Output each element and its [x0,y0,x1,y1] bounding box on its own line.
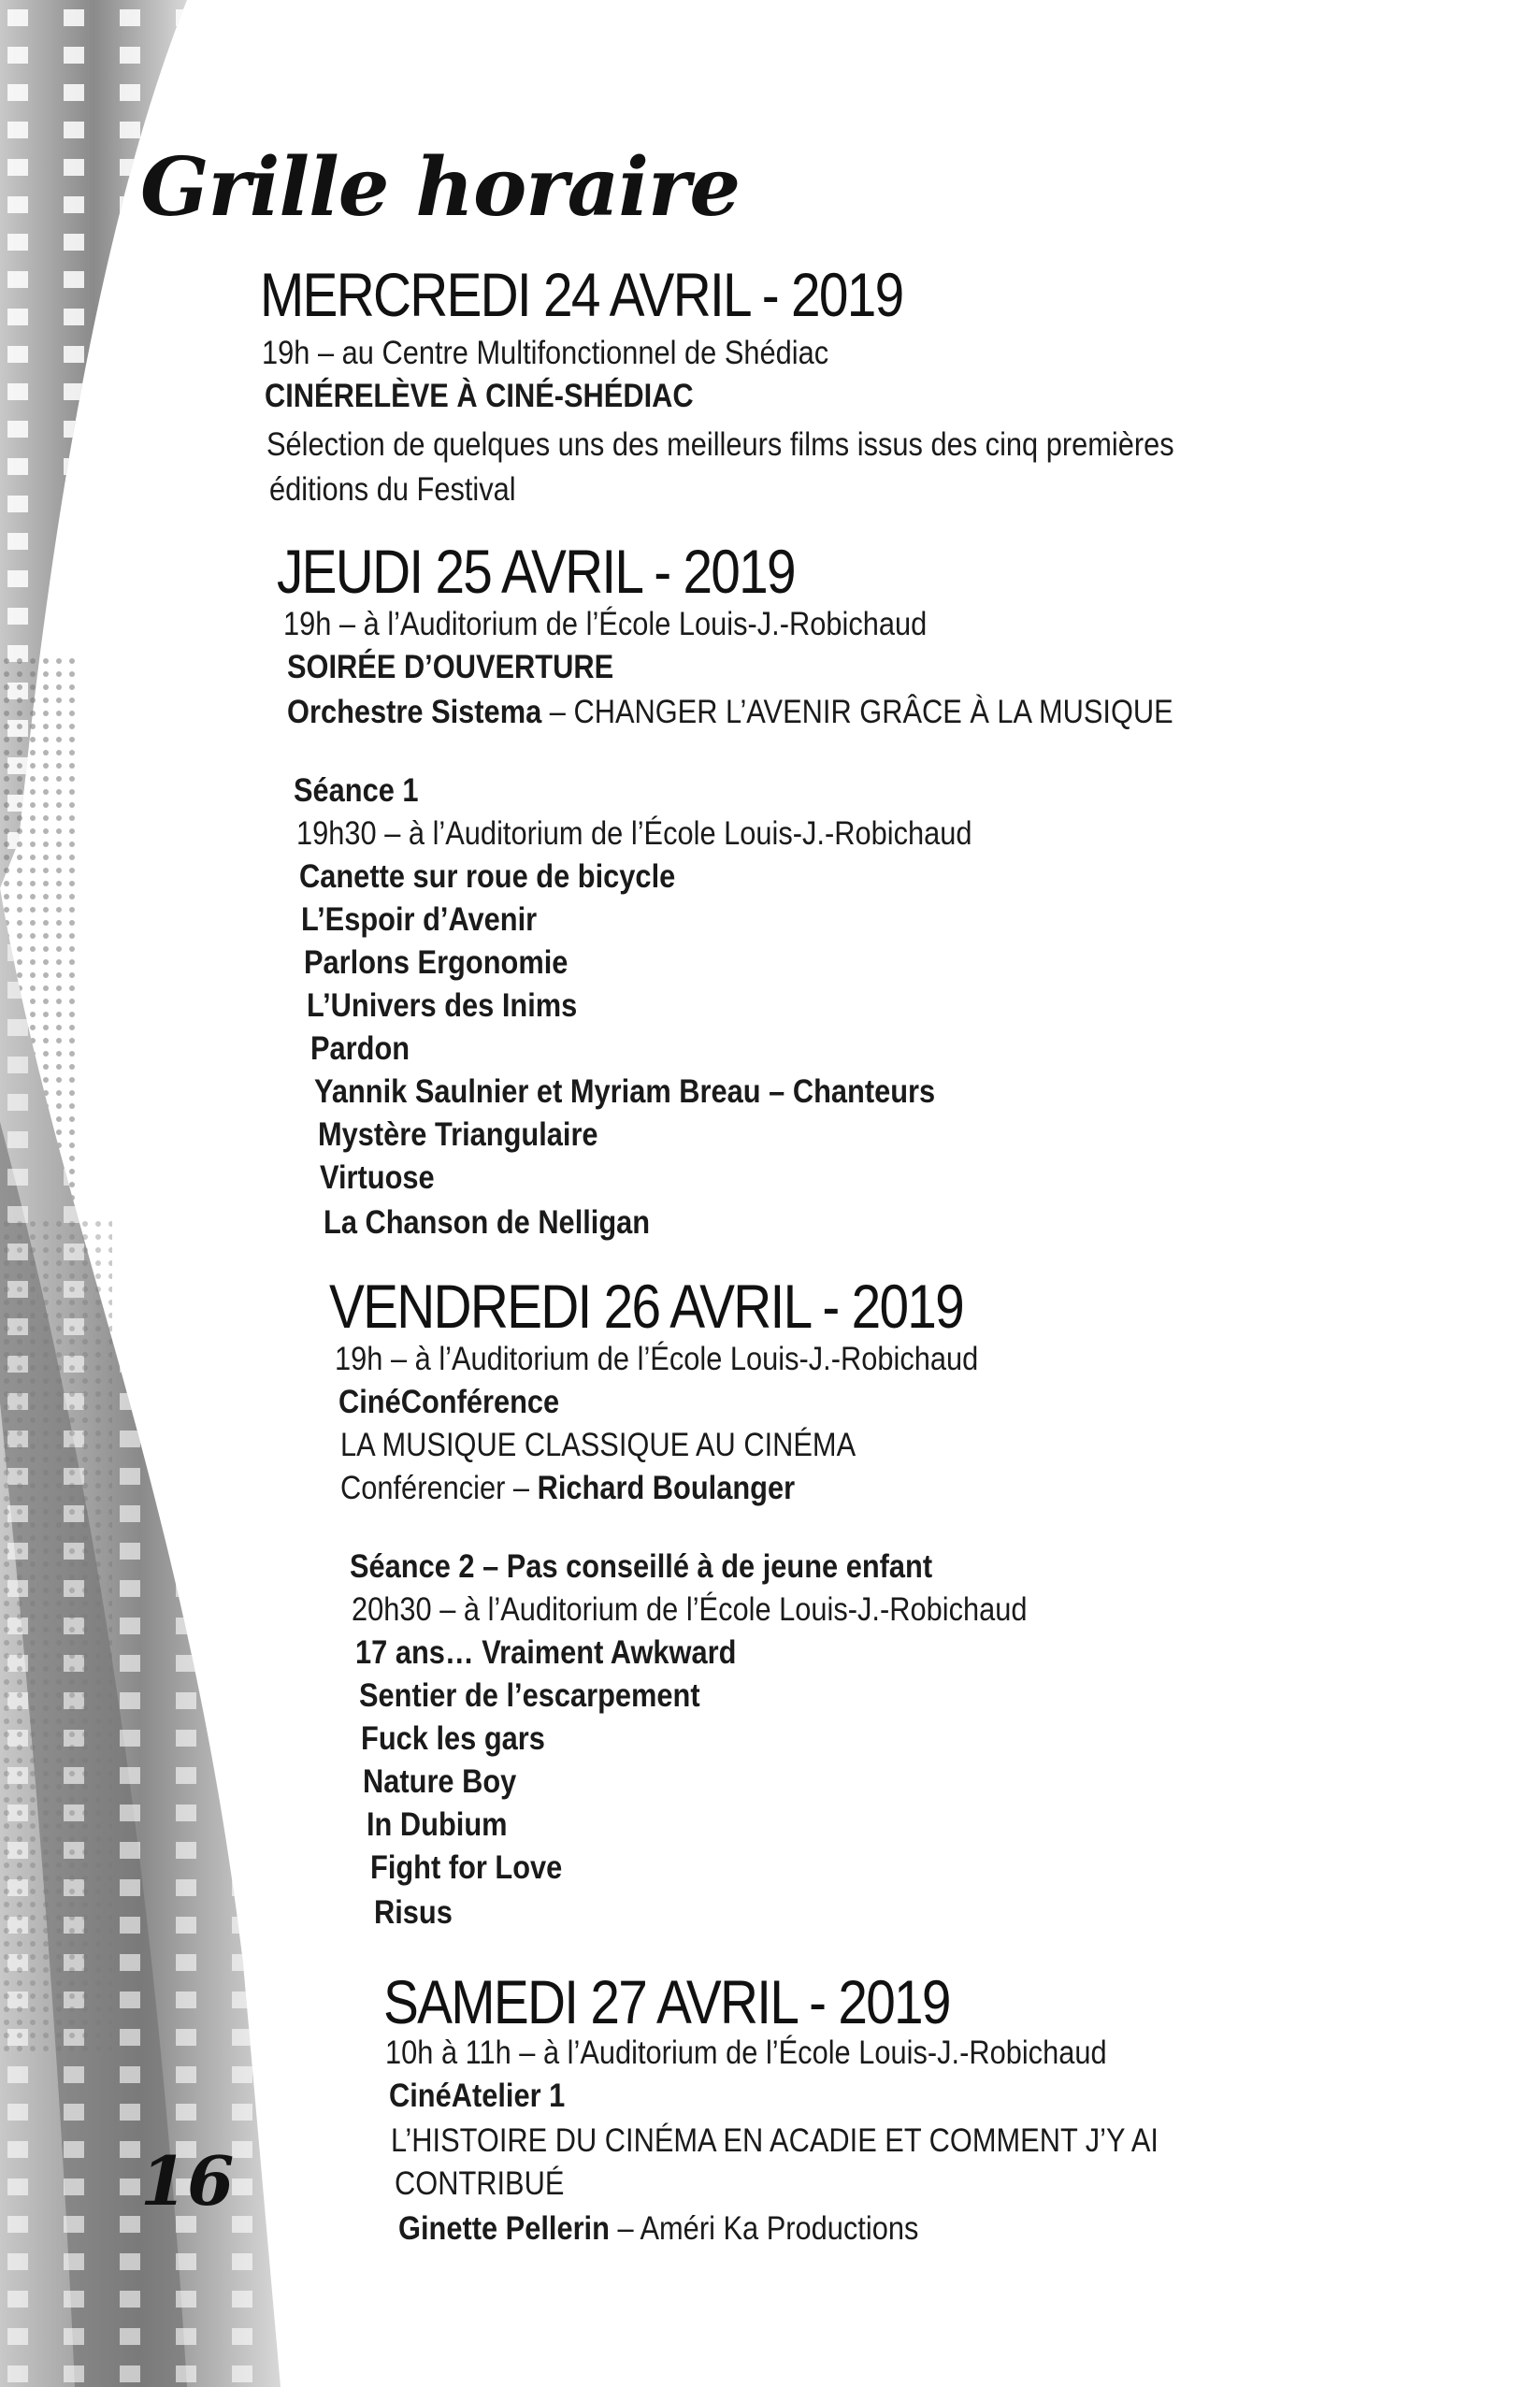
performer-desc: – CHANGER L’AVENIR GRÂCE À LA MUSIQUE [541,694,1173,730]
speaker-name: Ginette Pellerin [398,2210,610,2247]
film-title: Fuck les gars [361,1720,545,1757]
speaker-label: Conférencier – [340,1470,538,1506]
film-title: Pardon [310,1030,410,1067]
film-title: L’Espoir d’Avenir [301,901,538,938]
page-number: 16 [140,2141,235,2221]
thursday-performer-line [287,694,1173,731]
friday-speaker-line [340,1470,795,1507]
speaker-name: Richard Boulanger [537,1470,796,1506]
film-title: La Chanson de Nelligan [324,1204,651,1241]
saturday-time-place: 10h à 11h – à l’Auditorium de l’École Louis-J.-Robichaud [385,2035,1107,2071]
saturday-topic-2: CONTRIBUÉ [395,2165,565,2202]
friday-event: CinéConférence [338,1384,560,1420]
thursday-time-place: 19h – à l’Auditorium de l’École Louis-J.-Robichaud [283,606,928,642]
wednesday-desc-1: Sélection de quelques uns des meilleurs films issus des cinq premières [266,426,1174,463]
friday-time-place: 19h – à l’Auditorium de l’École Louis-J.-Robichaud [335,1341,979,1377]
friday-topic: LA MUSIQUE CLASSIQUE AU CINÉMA [340,1427,856,1463]
film-title: Nature Boy [363,1763,517,1800]
film-title: Canette sur roue de bicycle [299,858,676,895]
wednesday-desc-2: éditions du Festival [269,471,516,508]
film-title: Virtuose [320,1159,435,1196]
film-title: Risus [374,1894,453,1931]
session-1-time-place: 19h30 – à l’Auditorium de l’École Louis-J.-Robichaud [296,815,972,852]
film-title: Parlons Ergonomie [304,944,569,981]
film-title: L’Univers des Inims [307,987,578,1024]
wednesday-event: CINÉRELÈVE À CINÉ-SHÉDIAC [265,378,694,414]
day-heading-friday: VENDREDI 26 AVRIL - 2019 [329,1272,964,1341]
performer-name: Orchestre Sistema [287,694,542,730]
film-title: Mystère Triangulaire [318,1116,598,1153]
speaker-desc: – Améri Ka Productions [609,2210,919,2247]
film-title: Fight for Love [370,1849,563,1886]
film-title: 17 ans… Vraiment Awkward [355,1634,737,1671]
saturday-event: CinéAtelier 1 [389,2078,566,2114]
saturday-speaker-line [398,2210,918,2248]
thursday-event: SOIRÉE D’OUVERTURE [287,649,614,685]
page-title: Grille horaire [140,140,741,235]
day-heading-saturday: SAMEDI 27 AVRIL - 2019 [383,1967,950,2036]
saturday-topic-1: L’HISTOIRE DU CINÉMA EN ACADIE ET COMMENT J’Y AI [391,2122,1159,2159]
day-heading-thursday: JEUDI 25 AVRIL - 2019 [277,537,795,606]
session-2-time-place: 20h30 – à l’Auditorium de l’École Louis-J.-Robichaud [352,1591,1028,1628]
film-strip-decoration [0,0,281,2387]
wednesday-time-place: 19h – au Centre Multifonctionnel de Shédiac [262,335,829,371]
film-title: Sentier de l’escarpement [359,1677,700,1714]
session-1-title: Séance 1 [294,772,419,809]
film-title: In Dubium [367,1806,508,1843]
film-title: Yannik Saulnier et Myriam Breau – Chanteurs [314,1073,936,1110]
day-heading-wednesday: MERCREDI 24 AVRIL - 2019 [260,260,903,329]
session-2-title: Séance 2 – Pas conseillé à de jeune enfant [350,1548,933,1585]
